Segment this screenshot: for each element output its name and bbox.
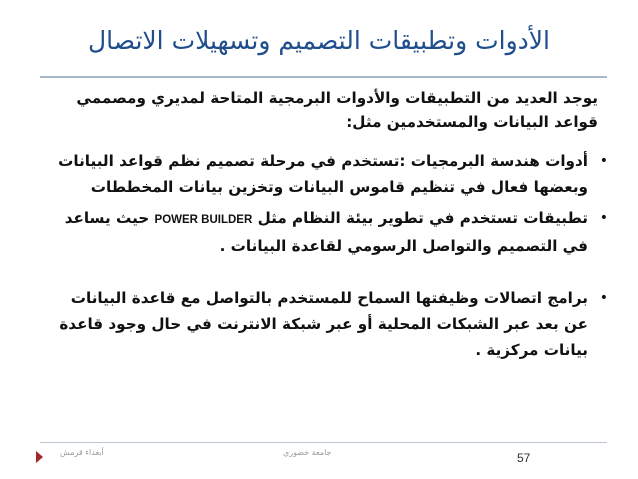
bullet-icon: • [599, 153, 608, 169]
page-number: 57 [517, 451, 531, 465]
footer-divider [40, 442, 607, 443]
triangle-marker-icon [36, 451, 43, 463]
power-builder-term: POWER BUILDER [154, 214, 253, 226]
footer-university: جامعة خضوري [283, 448, 332, 457]
bullet-text-1: أدوات هندسة البرمجيات :تستخدم في مرحلة تصميم نظم قواعد البيانات وبعضها فعال في تنظيم قاموس البيانات وتخزين بيانات المخططات [58, 152, 588, 196]
footer-author: أبغداء قرمش [60, 448, 104, 457]
bullet-icon: • [599, 290, 608, 306]
bullet-2-after: حيث يساعد في التصميم والتواصل الرسومي لقاعدة البيانات . [64, 209, 588, 255]
bullet-text-2 [43, 205, 588, 259]
bullet-text-3: برامج اتصالات وظيفتها السماح للمستخدم بالتواصل مع قاعدة البيانات عن بعد عبر الشبكات المحلية أو عبر شبكة الانترنت في حال وجود قاعدة بيانات مركزية . [59, 289, 588, 359]
bullet-2-before: تطبيقات تستخدم في تطوير بيئة النظام مثل [257, 209, 588, 227]
title-divider [40, 76, 607, 78]
bullet-icon: • [599, 210, 608, 226]
slide-title: الأدوات وتطبيقات التصميم وتسهيلات الاتصال [88, 26, 550, 55]
intro-paragraph: يوجد العديد من التطبيقات والأدوات البرمجية المتاحة لمديري ومصممي قواعد البيانات والمستخدمين مثل: [76, 89, 598, 131]
